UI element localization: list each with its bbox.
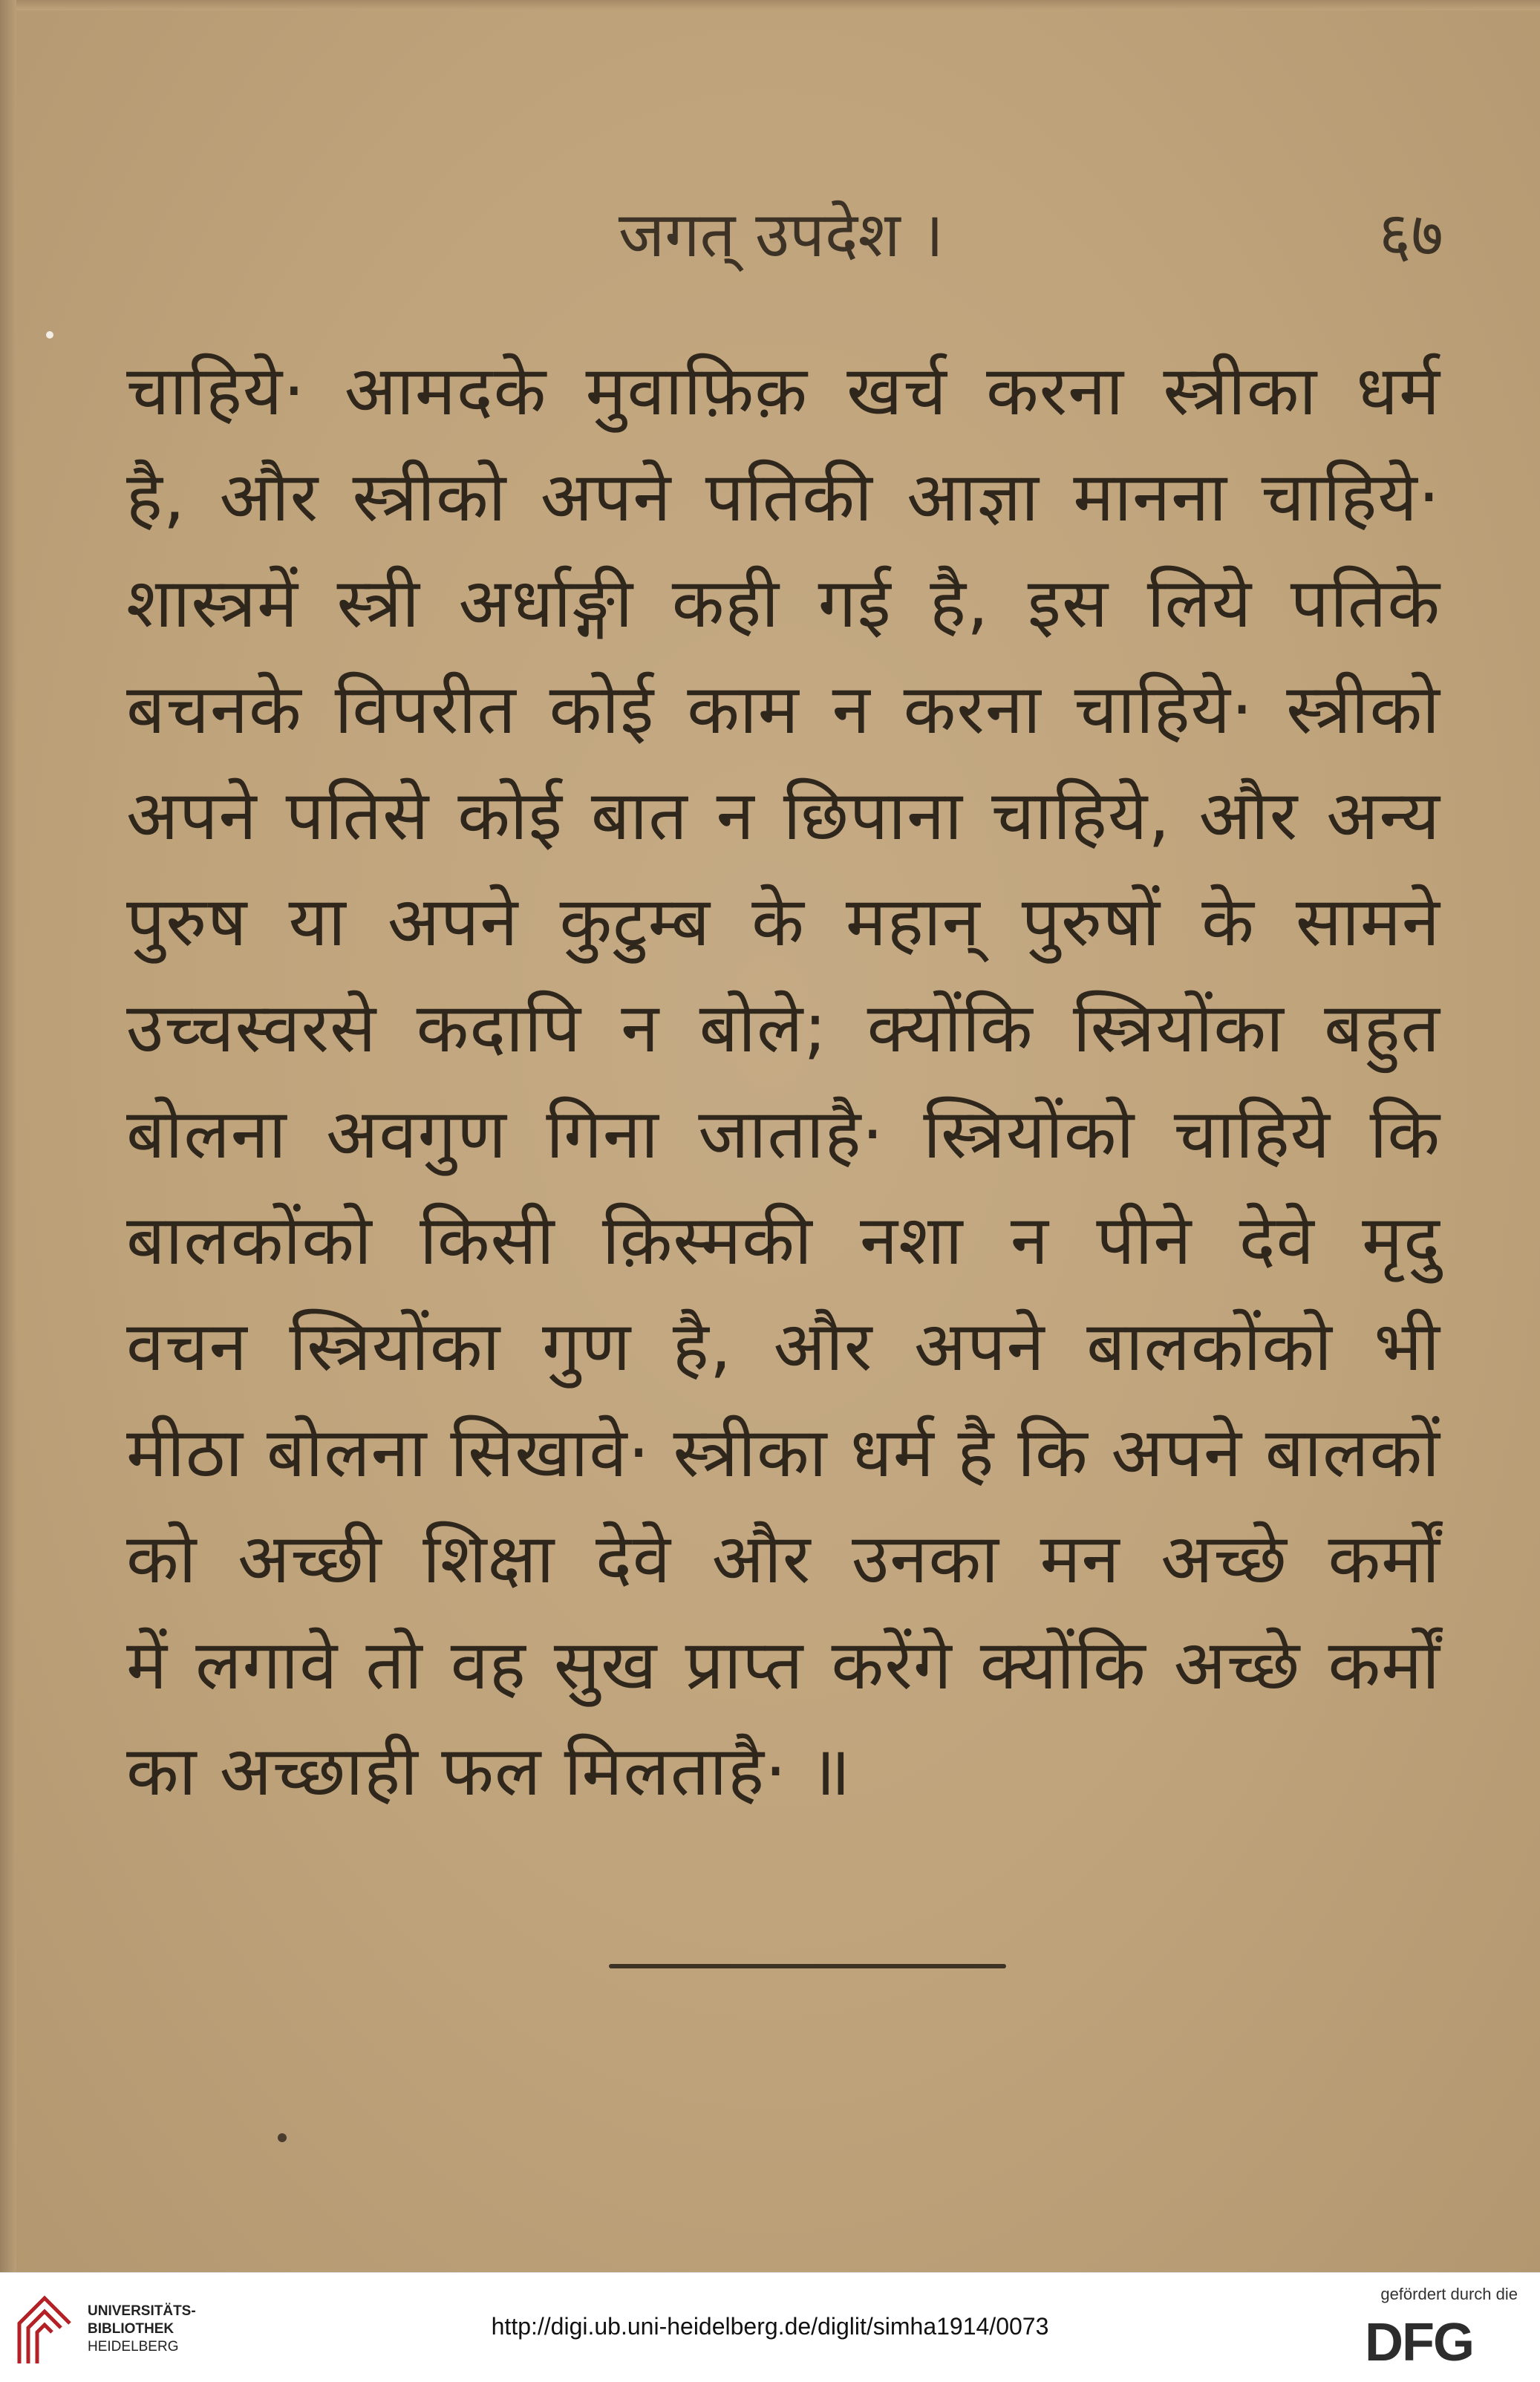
- text-line: पुरुष या अपने कुटुम्ब के महान् पुरुषों के सामने: [126, 882, 1441, 962]
- page-number: ६७: [1378, 198, 1443, 271]
- running-head: [119, 189, 1443, 286]
- text-line: बालकोंको किसी क़िस्मकी नशा न पीने देवे मृदु: [126, 1201, 1441, 1280]
- end-rule: [609, 1964, 1006, 1968]
- library-name-line: UNIVERSITÄTS-: [88, 2303, 196, 2319]
- dfg-logo-icon[interactable]: [1365, 2314, 1513, 2369]
- speck: [46, 331, 53, 339]
- text-line: मीठा बोलना सिखावे· स्त्रीका धर्म है कि अपने बालकों: [126, 1413, 1441, 1492]
- viewer-footer: [0, 2272, 1540, 2382]
- text-line-last: का अच्छाही फल मिलताहै· ॥: [126, 1732, 852, 1811]
- running-title: जगत् उपदेश ।: [618, 198, 944, 271]
- text-line: को अच्छी शिक्षा देवे और उनका मन अच्छे कर्मों: [126, 1519, 1441, 1599]
- body-text: [126, 338, 1441, 1824]
- dfg-logo-text: DFG: [1365, 2314, 1473, 2369]
- funding-caption: gefördert durch die: [1380, 2285, 1518, 2303]
- text-line: है, और स्त्रीको अपने पतिकी आज्ञा मानना चाहिये·: [126, 457, 1441, 537]
- text-line: वचन स्त्रियोंका गुण है, और अपने बालकोंको भी: [126, 1307, 1441, 1386]
- page-edge-top: [0, 0, 1540, 10]
- permalink-url[interactable]: http://digi.ub.uni-heidelberg.de/diglit/simha1914/0073: [491, 2313, 1049, 2340]
- ink-dot: [278, 2133, 287, 2142]
- text-line: शास्त्रमें स्त्री अर्धाङ्गी कही गई है, इस लिये पतिके: [126, 564, 1441, 643]
- text-line: बचनके विपरीत कोई काम न करना चाहिये· स्त्रीको: [126, 670, 1441, 749]
- text-line: चाहिये· आमदके मुवाफ़िक़ खर्च करना स्त्रीका धर्म: [126, 351, 1441, 431]
- page-edge-left: [0, 0, 16, 2272]
- text-line: अपने पतिसे कोई बात न छिपाना चाहिये, और अन्य: [126, 776, 1441, 855]
- library-name-line: HEIDELBERG: [88, 2339, 179, 2355]
- library-name-line: BIBLIOTHEK: [88, 2321, 174, 2337]
- text-line: उच्चस्वरसे कदापि न बोले; क्योंकि स्त्रियोंका बहुत: [126, 988, 1441, 1068]
- text-line: बोलना अवगुण गिना जाताहै· स्त्रियोंको चाहिये कि: [126, 1094, 1441, 1174]
- text-line: में लगावे तो वह सुख प्राप्त करेंगे क्योंकि अच्छे कर्मों: [126, 1625, 1441, 1705]
